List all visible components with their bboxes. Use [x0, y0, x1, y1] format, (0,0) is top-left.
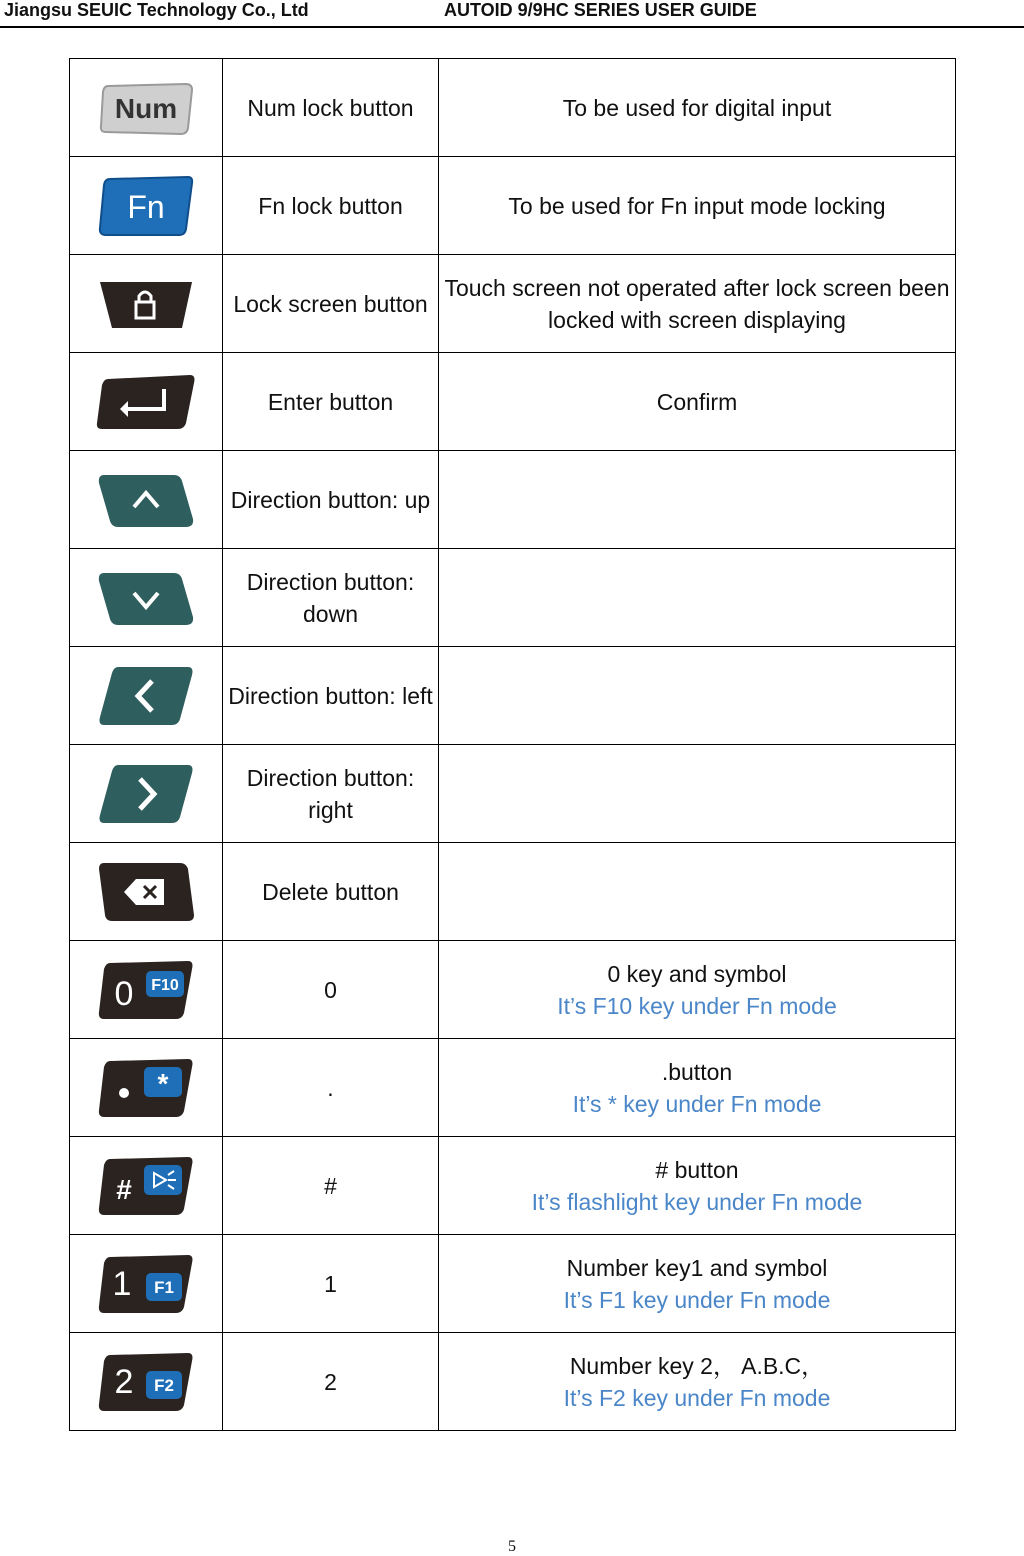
svg-text:Num: Num	[114, 92, 178, 124]
left-key-icon	[96, 663, 196, 729]
table-row	[70, 157, 956, 255]
key-description	[439, 843, 956, 941]
key-description: Number key 2， A.B.C， It’s F2 key under Fn mode	[439, 1333, 956, 1431]
icon-cell	[70, 745, 223, 843]
key-description	[439, 745, 956, 843]
table-row	[70, 1333, 956, 1431]
key-name: Enter button	[223, 353, 439, 451]
key-name: 0	[223, 941, 439, 1039]
icon-cell	[70, 549, 223, 647]
table-row	[70, 647, 956, 745]
icon-cell	[70, 647, 223, 745]
key-name: Direction button: up	[223, 451, 439, 549]
svg-text:F2: F2	[154, 1375, 174, 1395]
zero-f10-key-icon	[96, 957, 196, 1023]
key-description	[439, 451, 956, 549]
icon-cell	[70, 1137, 223, 1235]
icon-cell	[70, 843, 223, 941]
guide-title: AUTOID 9/9HC SERIES USER GUIDE	[444, 0, 757, 20]
icon-cell	[70, 353, 223, 451]
fn-mode-note: It’s F1 key under Fn mode	[563, 1286, 831, 1313]
keys-table	[69, 58, 956, 1431]
enter-key-icon	[94, 371, 198, 433]
svg-text:2: 2	[114, 1362, 134, 1401]
icon-cell	[70, 451, 223, 549]
key-description: 0 key and symbol It’s F10 key under Fn mode	[439, 941, 956, 1039]
key-description: Confirm	[439, 353, 956, 451]
key-description: To be used for Fn input mode locking	[439, 157, 956, 255]
icon-cell	[70, 59, 223, 157]
fn-key-icon	[96, 173, 196, 239]
one-f1-key-icon	[96, 1251, 196, 1317]
table-row	[70, 745, 956, 843]
key-name: Direction button: down	[223, 549, 439, 647]
key-name: Fn lock button	[223, 157, 439, 255]
key-description: # button It’s flashlight key under Fn mode	[439, 1137, 956, 1235]
fn-mode-note: It’s F2 key under Fn mode	[563, 1384, 831, 1411]
svg-text:0: 0	[114, 974, 134, 1013]
icon-cell	[70, 1333, 223, 1431]
num-key-icon	[96, 78, 196, 138]
two-f2-key-icon	[96, 1349, 196, 1415]
icon-cell	[70, 1039, 223, 1137]
svg-text:F1: F1	[154, 1277, 174, 1297]
svg-text:Fn: Fn	[127, 188, 165, 225]
dot-star-key-icon	[96, 1055, 196, 1121]
key-name: Num lock button	[223, 59, 439, 157]
table-row	[70, 549, 956, 647]
table-row	[70, 1137, 956, 1235]
page-header	[0, 0, 1024, 28]
key-name: Delete button	[223, 843, 439, 941]
svg-text:1: 1	[112, 1264, 132, 1303]
key-name: 2	[223, 1333, 439, 1431]
table-row	[70, 451, 956, 549]
key-name: Direction button: right	[223, 745, 439, 843]
lock-key-icon	[96, 274, 196, 334]
svg-text:F10: F10	[151, 976, 179, 994]
page-number: 5	[508, 1538, 516, 1555]
fn-mode-note: It’s flashlight key under Fn mode	[531, 1188, 863, 1215]
svg-text:*: *	[157, 1067, 169, 1099]
key-name: Direction button: left	[223, 647, 439, 745]
table-row	[70, 941, 956, 1039]
svg-text:#: #	[116, 1173, 132, 1205]
table-row	[70, 353, 956, 451]
table-row	[70, 1039, 956, 1137]
icon-cell	[70, 255, 223, 353]
table-row	[70, 843, 956, 941]
icon-cell	[70, 941, 223, 1039]
fn-mode-note: It’s F10 key under Fn mode	[557, 992, 837, 1019]
key-description: Touch screen not operated after lock screen been locked with screen displaying	[439, 255, 956, 353]
key-description	[439, 549, 956, 647]
delete-key-icon	[96, 859, 196, 925]
key-name: #	[223, 1137, 439, 1235]
table-row	[70, 1235, 956, 1333]
company-name: Jiangsu SEUIC Technology Co., Ltd	[4, 0, 309, 20]
up-key-icon	[96, 469, 196, 531]
key-description: Number key1 and symbol It’s F1 key under Fn mode	[439, 1235, 956, 1333]
key-description: To be used for digital input	[439, 59, 956, 157]
icon-cell	[70, 157, 223, 255]
fn-mode-note: It’s * key under Fn mode	[572, 1090, 822, 1117]
table-row	[70, 59, 956, 157]
key-name: Lock screen button	[223, 255, 439, 353]
hash-flashlight-key-icon	[96, 1153, 196, 1219]
key-name: 1	[223, 1235, 439, 1333]
key-name: .	[223, 1039, 439, 1137]
key-description	[439, 647, 956, 745]
table-row	[70, 255, 956, 353]
right-key-icon	[96, 761, 196, 827]
key-description: .button It’s * key under Fn mode	[439, 1039, 956, 1137]
down-key-icon	[96, 567, 196, 629]
icon-cell	[70, 1235, 223, 1333]
